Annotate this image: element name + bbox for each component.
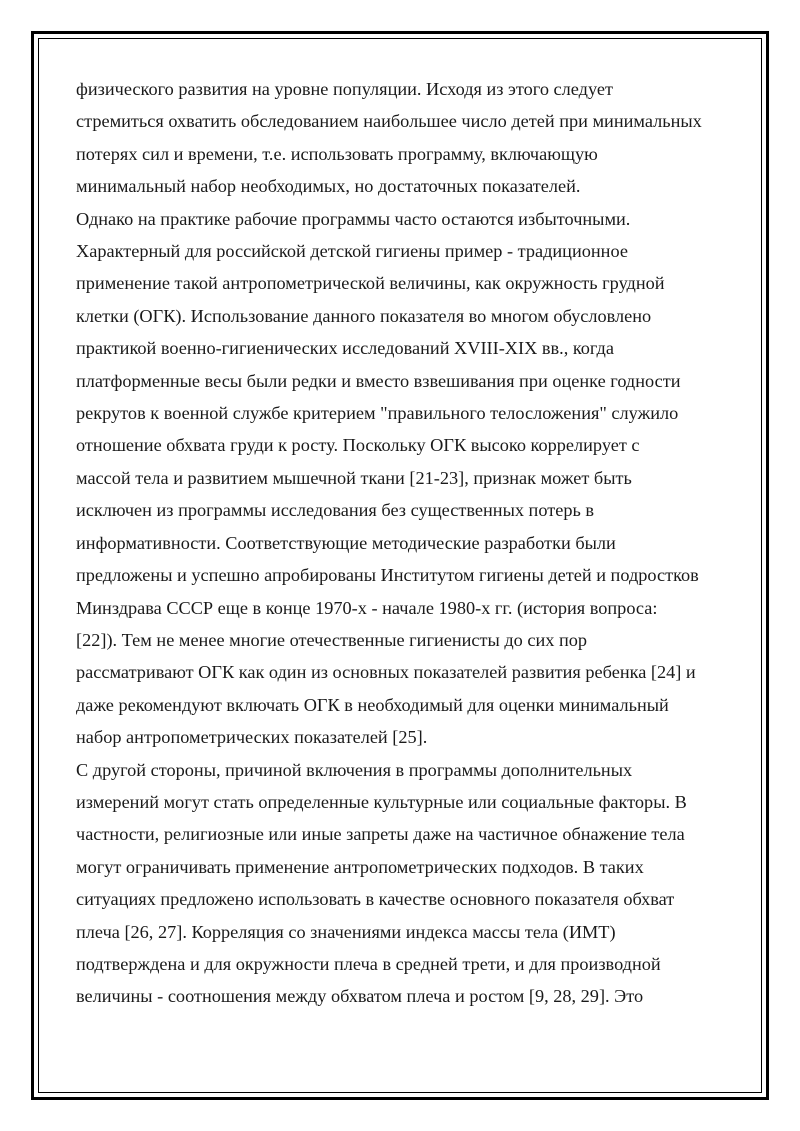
text-line: даже рекомендуют включать ОГК в необходимый для оценки минимальный — [76, 694, 669, 715]
text-line: минимальный набор необходимых, но достаточных показателей. — [76, 176, 581, 197]
text-line: измерений могут стать определенные культурные или социальные факторы. В — [76, 791, 687, 812]
text-line: Минздрава СССР еще в конце 1970-х - начале 1980-х гг. (история вопроса: — [76, 597, 658, 618]
text-line: платформенные весы были редки и вместо взвешивания при оценке годности — [76, 370, 681, 391]
text-line: могут ограничивать применение антропометрических подходов. В таких — [76, 856, 644, 877]
text-line: потерях сил и времени, т.е. использовать программу, включающую — [76, 143, 598, 164]
text-line: Однако на практике рабочие программы часто остаются избыточными. — [76, 208, 631, 229]
text-line: плеча [26, 27]. Корреляция со значениями индекса массы тела (ИМТ) — [76, 921, 616, 942]
text-line: применение такой антропометрической величины, как окружность грудной — [76, 273, 665, 294]
document-body-text — [76, 73, 736, 1013]
text-line: ситуациях предложено использовать в качестве основного показателя обхват — [76, 889, 675, 910]
text-line: информативности. Соответствующие методические разработки были — [76, 532, 616, 553]
text-line: рекрутов к военной службе критерием "правильного телосложения" служило — [76, 403, 679, 424]
text-line: исключен из программы исследования без существенных потерь в — [76, 500, 595, 521]
text-line: стремиться охватить обследованием наибольшее число детей при минимальных — [76, 111, 702, 132]
text-line: Характерный для российской детской гигиены пример - традиционное — [76, 241, 628, 262]
text-line: подтверждена и для окружности плеча в средней трети, и для производной — [76, 953, 661, 974]
text-line: физического развития на уровне популяции. Исходя из этого следует — [76, 79, 613, 99]
text-line: практикой военно-гигиенических исследований XVIII-XIX вв., когда — [76, 338, 614, 359]
text-line: клетки (ОГК). Использование данного показателя во многом обусловлено — [76, 305, 652, 326]
text-line: предложены и успешно апробированы Институтом гигиены детей и подростков — [76, 565, 699, 586]
text-line: С другой стороны, причиной включения в программы дополнительных — [76, 759, 633, 780]
text-line: рассматривают ОГК как один из основных показателей развития ребенка [24] и — [76, 662, 696, 683]
text-line: отношение обхвата груди к росту. Поскольку ОГК высоко коррелирует с — [76, 435, 640, 456]
text-line: набор антропометрических показателей [25]. — [76, 727, 428, 748]
text-line: массой тела и развитием мышечной ткани [21-23], признак может быть — [76, 467, 632, 488]
text-line: величины - соотношения между обхватом плеча и ростом [9, 28, 29]. Это — [76, 986, 644, 1007]
text-line: частности, религиозные или иные запреты даже на частичное обнажение тела — [76, 824, 685, 845]
text-line: [22]). Тем не менее многие отечественные гигиенисты до сих пор — [76, 629, 588, 650]
